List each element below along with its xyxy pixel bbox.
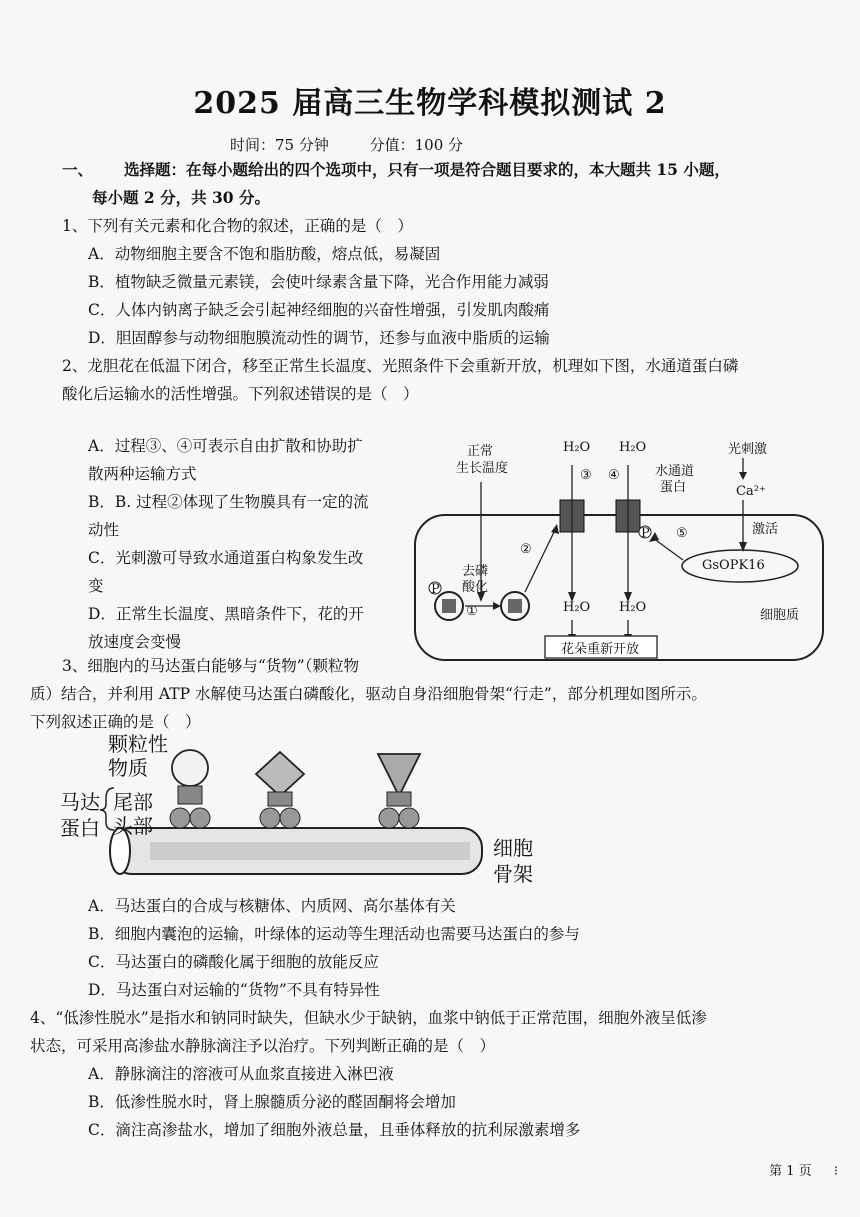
exam-meta (230, 134, 499, 155)
diag-enzyme: GsOPK16 (702, 558, 765, 573)
diag-aquaporin-1: 水通道 (655, 464, 695, 479)
q2-option-c-line2: 变 (88, 577, 104, 595)
diag-label-5: ⑤ (676, 526, 688, 541)
q4-stem-line1: 4、“低渗性脱水”是指水和钠同时缺失，但缺水少于缺钠，血浆中钠低于正常范围，细胞外液呈低渗 (30, 1009, 707, 1027)
diag-head: 头部 (113, 814, 153, 838)
diag-label-2: ② (520, 542, 532, 557)
q2-option-d-line2: 放速度会变慢 (88, 633, 182, 651)
q2-option-c-line1: C．光刺激可导致水通道蛋白构象发生改 (88, 549, 364, 567)
exam-score: 分值：100 分 (369, 136, 464, 154)
diag-motor-1: 马达 (60, 790, 100, 814)
section-number: 一、 (62, 160, 94, 179)
q3-option-a: A．马达蛋白的合成与核糖体、内质网、高尔基体有关 (88, 897, 456, 915)
q2-option-b-line1: B．B. 过程②体现了生物膜具有一定的流 (88, 493, 369, 511)
q3-option-d: D．马达蛋白对运输的“货物”不具有特异性 (88, 981, 380, 999)
q3-stem-line2: 质）结合，并利用 ATP 水解使马达蛋白磷酸化，驱动自身沿细胞骨架“行走”，部分机理如图所示。 (30, 685, 707, 703)
q4-option-a: A．静脉滴注的溶液可从血浆直接进入淋巴液 (88, 1065, 394, 1083)
diag-h2o-lower-right: H₂O (619, 600, 647, 615)
motor-tail-3 (387, 792, 411, 806)
q1-option-d: D．胆固醇参与动物细胞膜流动性的调节，还参与血液中脂质的运输 (88, 329, 550, 347)
particle-diamond (256, 752, 304, 796)
particle-round (172, 750, 208, 786)
diag-p-left: P (431, 582, 440, 597)
diag-motor-2: 蛋白 (60, 816, 100, 840)
motor-tail-2 (268, 792, 292, 806)
diag-skeleton-2: 骨架 (493, 862, 533, 886)
diag-tail: 尾部 (113, 790, 153, 814)
section-instruction-line2: 每小题 2 分，共 30 分。 (92, 188, 270, 207)
q4-option-b: B．低渗性脱水时，肾上腺髓质分泌的醛固酮将会增加 (88, 1093, 456, 1111)
q3-stem-line3: 下列叙述正确的是（ ） (30, 713, 201, 731)
q2-option-d-line1: D．正常生长温度、黑暗条件下，花的开 (88, 605, 364, 623)
diag-label-3: ③ (580, 468, 592, 483)
diag-p-right: P (641, 526, 650, 541)
diag-particle-1: 颗粒性 (108, 732, 168, 756)
particle-triangle (378, 754, 420, 796)
diag-label-4: ④ (608, 468, 620, 483)
q3-option-c: C．马达蛋白的磷酸化属于细胞的放能反应 (88, 953, 379, 971)
q2-stem-line2: 酸化后运输水的活性增强。下列叙述错误的是（ ） (62, 385, 419, 403)
diag-normal-temp-1: 正常 (467, 444, 494, 459)
q2-option-a-line1: A．过程③、④可表示自由扩散和协助扩 (88, 437, 363, 455)
q4-option-c: C．滴注高渗盐水，增加了细胞外液总量，且垂体释放的抗利尿激素增多 (88, 1121, 581, 1139)
section-instruction-line1: 选择题：在每小题给出的四个选项中，只有一项是符合题目要求的，本大题共 15 小题， (124, 160, 730, 179)
diag-activate: 激活 (752, 522, 779, 537)
diag-cytoplasm: 细胞质 (760, 608, 800, 623)
page-footer (769, 1160, 838, 1179)
page-mark: ⁝ (833, 1164, 838, 1179)
q2-option-b-line2: 动性 (88, 521, 120, 539)
q3-option-b: B．细胞内囊泡的运输，叶绿体的运动等生理活动也需要马达蛋白的参与 (88, 925, 580, 943)
exam-time: 时间：75 分钟 (230, 136, 329, 154)
q2-option-a-line2: 散两种运输方式 (88, 465, 197, 483)
q1-stem: 1、下列有关元素和化合物的叙述，正确的是（ ） (62, 217, 413, 235)
diag-h2o-right: H₂O (619, 440, 647, 455)
diag-normal-temp-2: 生长温度 (456, 461, 509, 476)
diag-dephos-1: 去磷 (462, 564, 489, 579)
page-number: 第 1 页 (769, 1164, 812, 1179)
diag-h2o-left: H₂O (563, 440, 591, 455)
q3-stem-line1: 3、细胞内的马达蛋白能够与“货物”（颗粒物 (62, 657, 359, 675)
q2-stem-line1: 2、龙胆花在低温下闭合，移至正常生长温度、光照条件下会重新开放，机理如下图，水通道蛋白磷 (62, 357, 739, 375)
diag-particle-2: 物质 (108, 756, 148, 780)
diag-result: 花朵重新开放 (561, 642, 640, 657)
q1-option-b: B．植物缺乏微量元素镁，会使叶绿素含量下降，光合作用能力减弱 (88, 273, 549, 291)
q1-option-a: A．动物细胞主要含不饱和脂肪酸，熔点低，易凝固 (88, 245, 441, 263)
diag-label-1: ① (466, 604, 478, 619)
diag-dephos-2: 酸化 (462, 580, 489, 595)
diag-h2o-lower-left: H₂O (563, 600, 591, 615)
q1-option-c: C．人体内钠离子缺乏会引起神经细胞的兴奋性增强，引发肌肉酸痛 (88, 301, 550, 319)
diag-skeleton-1: 细胞 (493, 836, 533, 860)
q4-stem-line2: 状态，可采用高渗盐水静脉滴注予以治疗。下列判断正确的是（ ） (30, 1037, 496, 1055)
motor-tail-1 (178, 786, 202, 804)
page-title: 2025 届高三生物学科模拟测试 2 (193, 86, 667, 121)
diag-aquaporin-2: 蛋白 (660, 480, 687, 495)
diag-light: 光刺激 (728, 442, 768, 457)
diag-calcium: Ca²⁺ (736, 484, 766, 499)
